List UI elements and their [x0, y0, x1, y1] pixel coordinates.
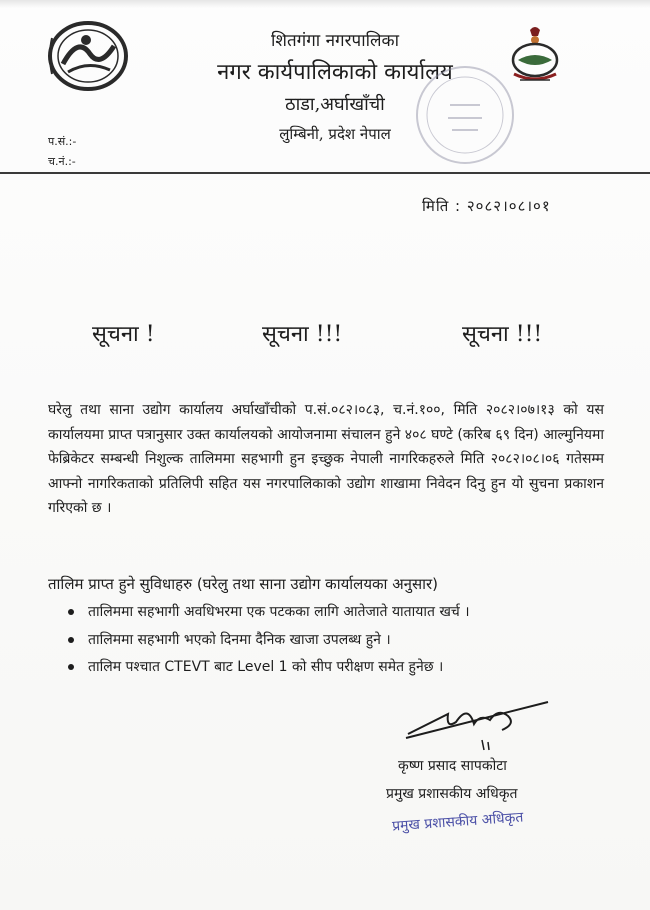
benefit-text: तालिममा सहभागी भएको दिनमा दैनिक खाजा उपलब्ध हुने ।: [88, 631, 391, 648]
benefit-text: तालिम पश्चात CTEVT बाट Level 1 को सीप परीक्षण समेत हुनेछ ।: [88, 659, 444, 675]
issue-date: मिति : २०८२।०८।०१: [422, 197, 551, 215]
municipality-name: शितगंगा नगरपालिका: [270, 31, 399, 51]
office-province: लुम्बिनी, प्रदेश नेपाल: [279, 125, 391, 143]
benefits-list: [68, 602, 470, 685]
bullet-icon: [68, 664, 74, 670]
office-location: ठाडा,अर्घाखाँची: [285, 94, 385, 115]
list-item: [68, 602, 470, 630]
notice-heading-2: सूचना !!!: [262, 322, 343, 347]
designation-stamp: प्रमुख प्रशासकीय अधिकृत: [391, 809, 524, 835]
signatory-name: कृष्ण प्रसाद सापकोटा: [398, 758, 507, 774]
notice-body: घरेलु तथा साना उद्योग कार्यालय अर्घाखाँचीको प.सं.०८२।०८३, च.नं.१००, मिति २०८२।०७।१३ को यस कार्यालयमा प्राप्त पत्रानुसार उक्त कार्यालयको आयोजनामा संचालन हुने ४०८ घण्टे (करिब ६९ दिन) आल्मुनियमा फेब्रिकेटर सम्बन्धी निशुल्क तालिममा सहभागी हुन इच्छुक नेपाली नागरिकहरुले मिति २०८२।०८।०६ गतेसम्म आफ्नो नागरिकताको प्रतिलिपी सहित यस नगरपालिकाको उद्योग शाखामा निवेदन दिनु हुन यो सुचना प्रकाशन गरिएको छ ।: [48, 402, 604, 516]
letter-reference: प.सं.:-: [48, 135, 77, 148]
paper-crease: [0, 0, 650, 8]
list-item: [68, 657, 470, 685]
header-divider: [0, 172, 650, 174]
notice-heading-1: सूचना !: [92, 322, 155, 347]
bullet-icon: [68, 609, 74, 615]
benefit-text: तालिममा सहभागी अवधिभरमा एक पटकका लागि आतेजाते यातायात खर्च ।: [88, 604, 470, 620]
bullet-icon: [68, 637, 74, 643]
signatory-title: प्रमुख प्रशासकीय अधिकृत: [386, 786, 518, 802]
dispatch-number: च.नं.:-: [48, 155, 76, 168]
benefits-title: तालिम प्राप्त हुने सुविधाहरु (घरेलु तथा साना उद्योग कार्यालयका अनुसार): [48, 575, 439, 593]
office-title: नगर कार्यपालिकाको कार्यालय: [217, 60, 453, 85]
signature: [398, 694, 558, 754]
office-stamp: [410, 60, 520, 170]
notice-heading-3: सूचना !!!: [462, 322, 543, 347]
list-item: [68, 630, 470, 658]
